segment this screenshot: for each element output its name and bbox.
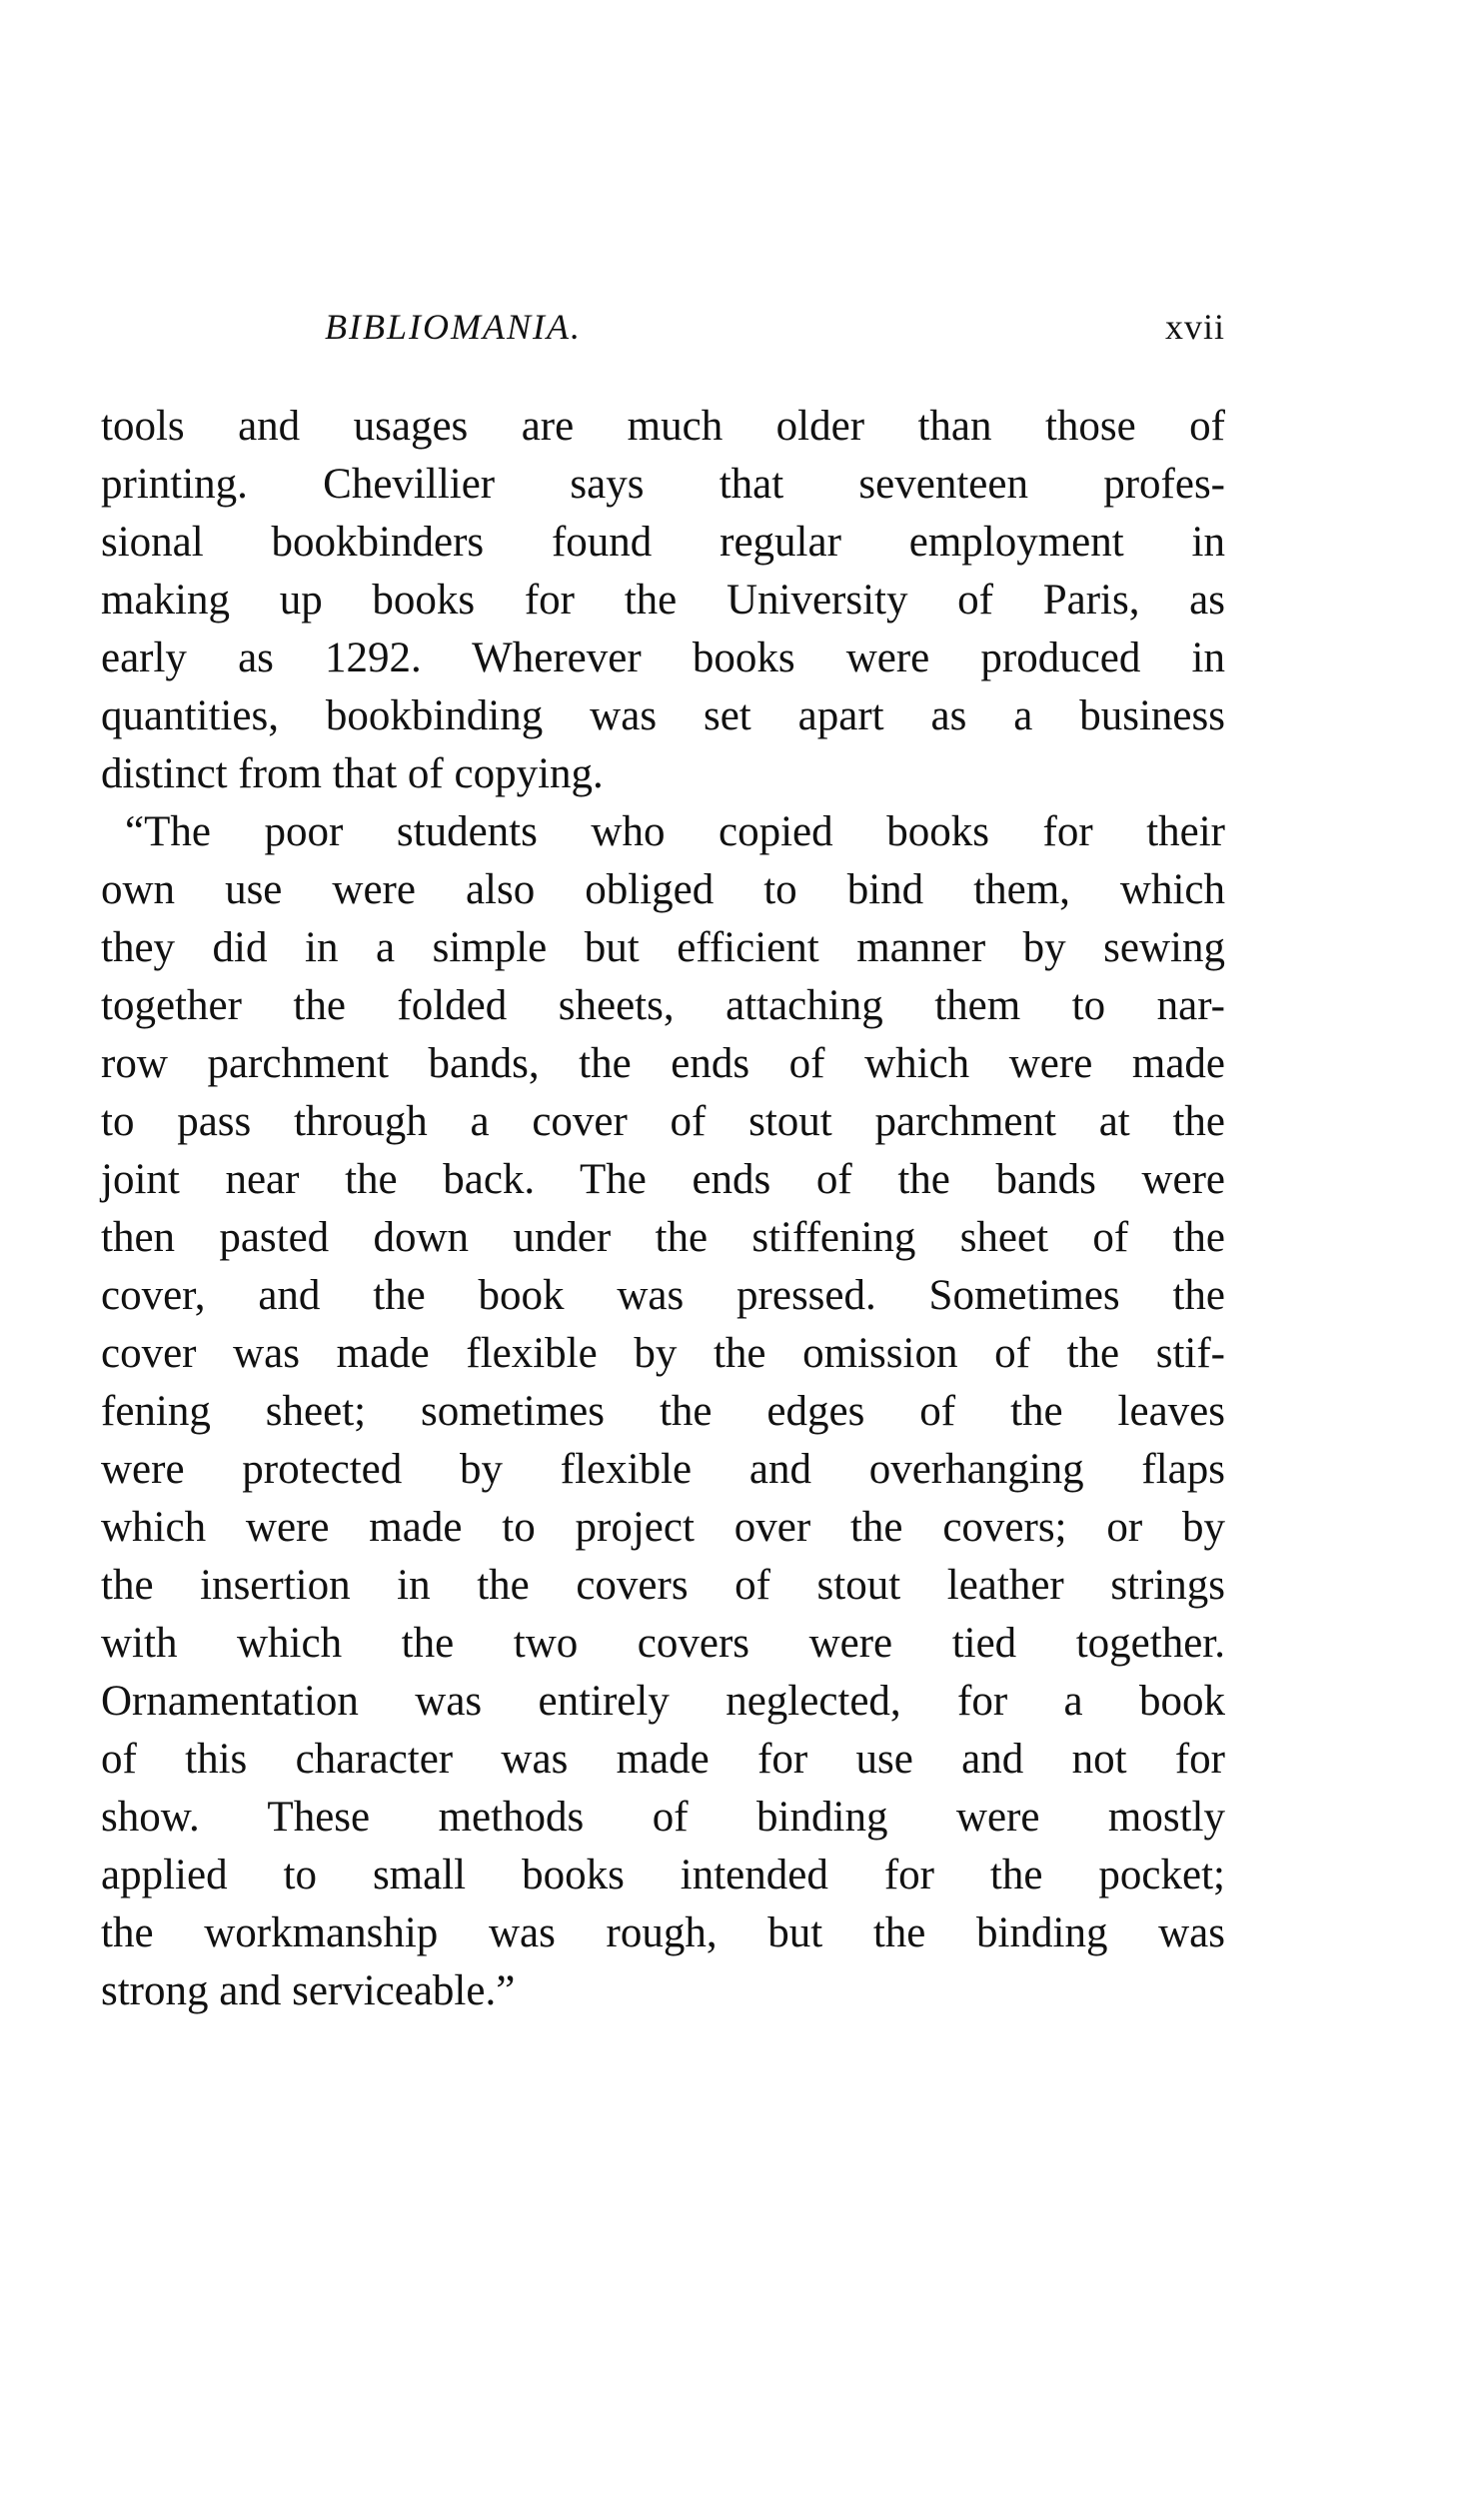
text-line: “The poor students who copied books for their — [125, 808, 1225, 855]
text-line: show. These methods of binding were mostly — [101, 1794, 1225, 1841]
text-line: strong and serviceable.” — [101, 1967, 516, 2014]
text-line: together the folded sheets, attaching them to nar- — [101, 982, 1225, 1029]
text-line: cover was made flexible by the omission of the stif- — [101, 1330, 1225, 1377]
text-line: the workmanship was rough, but the binding was — [101, 1909, 1225, 1956]
text-line: joint near the back. The ends of the bands were — [101, 1156, 1225, 1203]
text-line: making up books for the University of Paris, as — [101, 577, 1225, 624]
text-line: tools and usages are much older than those of — [101, 403, 1225, 450]
text-line: quantities, bookbinding was set apart as a business — [101, 692, 1225, 739]
paragraph — [101, 398, 1225, 803]
text-line: with which the two covers were tied together. — [101, 1620, 1225, 1667]
text-line: they did in a simple but efficient manner by sewing — [101, 924, 1225, 971]
text-line: were protected by flexible and overhanging flaps — [101, 1446, 1225, 1493]
text-line: fening sheet; sometimes the edges of the leaves — [101, 1388, 1225, 1435]
page-header — [101, 306, 1225, 356]
text-line: printing. Chevillier says that seventeen profes- — [101, 461, 1225, 508]
page-body — [101, 398, 1225, 2020]
text-line: early as 1292. Wherever books were produced in — [101, 634, 1225, 681]
text-line: Ornamentation was entirely neglected, for a book — [101, 1678, 1225, 1725]
text-line: own use were also obliged to bind them, which — [101, 866, 1225, 913]
text-line: to pass through a cover of stout parchment at the — [101, 1098, 1225, 1145]
text-line: which were made to project over the covers; or by — [101, 1504, 1225, 1551]
page-number: xvii — [1164, 307, 1225, 347]
text-line: cover, and the book was pressed. Sometimes the — [101, 1272, 1225, 1319]
paragraph — [101, 803, 1225, 2020]
running-title: BIBLIOMANIA. — [325, 307, 582, 347]
text-line: applied to small books intended for the pocket; — [101, 1852, 1225, 1898]
text-line: distinct from that of copying. — [101, 750, 604, 797]
text-line: sional bookbinders found regular employment in — [101, 519, 1225, 566]
text-line: row parchment bands, the ends of which were made — [101, 1040, 1225, 1087]
text-line: of this character was made for use and not for — [101, 1736, 1225, 1783]
text-line: the insertion in the covers of stout leather strings — [101, 1562, 1225, 1609]
text-line: then pasted down under the stiffening sheet of the — [101, 1214, 1225, 1261]
